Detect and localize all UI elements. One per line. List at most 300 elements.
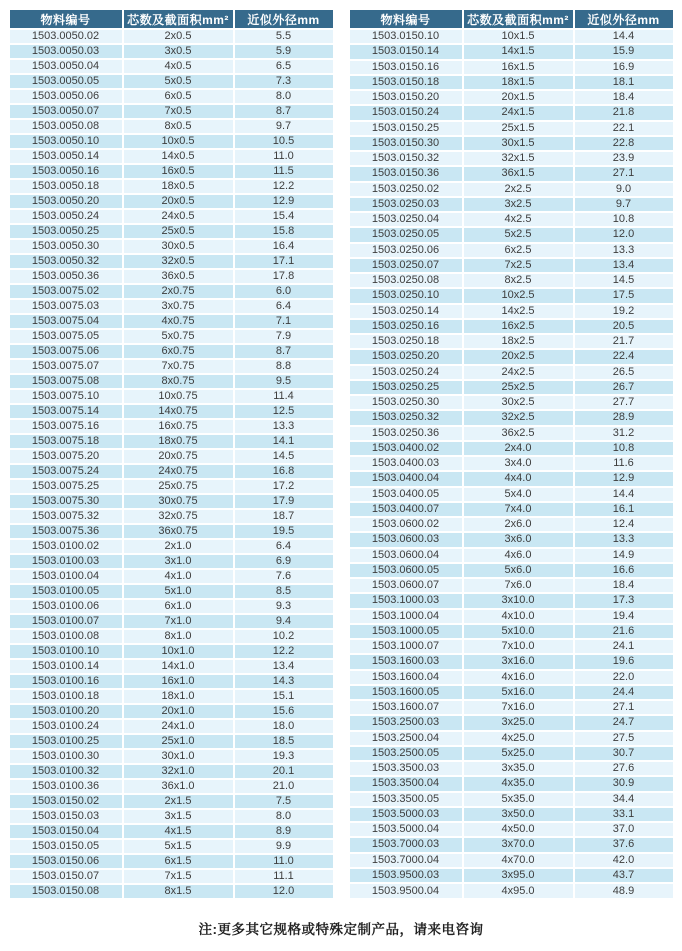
cell-material-code: 1503.3500.04 [350, 777, 462, 790]
cell-outer-diameter: 17.2 [235, 480, 333, 493]
table-row [10, 90, 333, 103]
cell-outer-diameter: 27.1 [575, 701, 673, 714]
cell-material-code: 1503.0050.32 [10, 255, 122, 268]
cell-outer-diameter: 27.7 [575, 396, 673, 409]
cell-core-section: 3x16.0 [464, 655, 573, 668]
table-row [10, 195, 333, 208]
table-row [350, 671, 673, 684]
cell-outer-diameter: 34.4 [575, 793, 673, 806]
cell-outer-diameter: 18.4 [575, 91, 673, 104]
table-row [350, 793, 673, 806]
cell-material-code: 1503.0150.20 [350, 91, 462, 104]
cell-core-section: 36x1.5 [464, 167, 573, 180]
cell-material-code: 1503.3500.05 [350, 793, 462, 806]
table-row [350, 610, 673, 623]
cell-outer-diameter: 5.9 [235, 45, 333, 58]
cell-material-code: 1503.1600.04 [350, 671, 462, 684]
cell-core-section: 36x1.0 [124, 780, 233, 793]
cell-core-section: 7x16.0 [464, 701, 573, 714]
table-row [350, 366, 673, 379]
cell-material-code: 1503.0100.32 [10, 765, 122, 778]
cell-outer-diameter: 14.3 [235, 675, 333, 688]
cell-core-section: 5x1.5 [124, 840, 233, 853]
cell-outer-diameter: 19.6 [575, 655, 673, 668]
table-row [10, 60, 333, 73]
cell-outer-diameter: 13.3 [235, 420, 333, 433]
cell-core-section: 25x0.75 [124, 480, 233, 493]
cell-material-code: 1503.0050.16 [10, 165, 122, 178]
cell-core-section: 4x10.0 [464, 610, 573, 623]
cell-outer-diameter: 14.5 [235, 450, 333, 463]
cell-material-code: 1503.0250.32 [350, 411, 462, 424]
table-row [350, 777, 673, 790]
cell-core-section: 25x1.0 [124, 735, 233, 748]
cell-core-section: 18x0.75 [124, 435, 233, 448]
cell-core-section: 30x0.5 [124, 240, 233, 253]
cell-core-section: 10x1.0 [124, 645, 233, 658]
cell-outer-diameter: 9.3 [235, 600, 333, 613]
table-row [350, 503, 673, 516]
cell-material-code: 1503.0150.06 [10, 855, 122, 868]
cell-core-section: 36x0.5 [124, 270, 233, 283]
table-row [350, 686, 673, 699]
cell-material-code: 1503.1600.07 [350, 701, 462, 714]
cell-material-code: 1503.0600.02 [350, 518, 462, 531]
cell-core-section: 4x1.0 [124, 570, 233, 583]
cell-material-code: 1503.0100.07 [10, 615, 122, 628]
cell-material-code: 1503.0100.02 [10, 540, 122, 553]
cell-outer-diameter: 7.6 [235, 570, 333, 583]
table-row [350, 442, 673, 455]
cell-outer-diameter: 18.0 [235, 720, 333, 733]
cell-material-code: 1503.0250.07 [350, 259, 462, 272]
column-header-outer-diameter: 近似外径mm [235, 10, 333, 28]
cell-outer-diameter: 13.3 [575, 244, 673, 257]
cell-material-code: 1503.1600.05 [350, 686, 462, 699]
cell-material-code: 1503.0075.25 [10, 480, 122, 493]
cell-outer-diameter: 22.1 [575, 122, 673, 135]
cell-core-section: 7x4.0 [464, 503, 573, 516]
table-row [10, 375, 333, 388]
cell-material-code: 1503.2500.05 [350, 747, 462, 760]
cell-core-section: 3x4.0 [464, 457, 573, 470]
cell-material-code: 1503.0250.20 [350, 350, 462, 363]
cell-material-code: 1503.0250.24 [350, 366, 462, 379]
cell-material-code: 1503.0100.30 [10, 750, 122, 763]
table-row [350, 30, 673, 43]
table-row [350, 716, 673, 729]
cell-material-code: 1503.1000.03 [350, 594, 462, 607]
cell-outer-diameter: 8.0 [235, 90, 333, 103]
table-row [10, 720, 333, 733]
cell-material-code: 1503.0050.07 [10, 105, 122, 118]
cell-outer-diameter: 9.0 [575, 183, 673, 196]
table-row [350, 457, 673, 470]
table-row [10, 810, 333, 823]
cell-core-section: 16x1.0 [124, 675, 233, 688]
cell-core-section: 4x0.5 [124, 60, 233, 73]
cell-core-section: 32x0.75 [124, 510, 233, 523]
cell-core-section: 3x10.0 [464, 594, 573, 607]
cell-outer-diameter: 12.2 [235, 645, 333, 658]
cell-outer-diameter: 11.0 [235, 855, 333, 868]
cell-core-section: 10x2.5 [464, 289, 573, 302]
cell-material-code: 1503.0150.04 [10, 825, 122, 838]
cell-material-code: 1503.0050.08 [10, 120, 122, 133]
table-row [350, 350, 673, 363]
table-row [350, 701, 673, 714]
cell-outer-diameter: 18.1 [575, 76, 673, 89]
cell-core-section: 7x10.0 [464, 640, 573, 653]
table-row [350, 549, 673, 562]
table-row [10, 300, 333, 313]
cell-material-code: 1503.0050.14 [10, 150, 122, 163]
footer-note: 注:更多其它规格或特殊定制产品，请来电咨询 [198, 922, 484, 937]
table-row [350, 762, 673, 775]
cell-core-section: 25x1.5 [464, 122, 573, 135]
cell-core-section: 2x2.5 [464, 183, 573, 196]
cell-core-section: 14x2.5 [464, 305, 573, 318]
cell-core-section: 6x2.5 [464, 244, 573, 257]
table-row [350, 106, 673, 119]
column-header-outer-diameter: 近似外径mm [575, 10, 673, 28]
table-row [350, 45, 673, 58]
cell-material-code: 1503.0400.02 [350, 442, 462, 455]
table-row [350, 320, 673, 333]
cell-outer-diameter: 6.4 [235, 300, 333, 313]
cell-core-section: 24x0.75 [124, 465, 233, 478]
cell-outer-diameter: 33.1 [575, 808, 673, 821]
table-row [350, 381, 673, 394]
cell-outer-diameter: 14.4 [575, 488, 673, 501]
cell-outer-diameter: 6.4 [235, 540, 333, 553]
cell-core-section: 18x1.0 [124, 690, 233, 703]
cell-material-code: 1503.0150.03 [10, 810, 122, 823]
cell-core-section: 3x0.5 [124, 45, 233, 58]
cell-outer-diameter: 15.6 [235, 705, 333, 718]
table-row [350, 579, 673, 592]
cell-material-code: 1503.0050.10 [10, 135, 122, 148]
cell-core-section: 6x1.5 [124, 855, 233, 868]
cell-core-section: 5x35.0 [464, 793, 573, 806]
cell-core-section: 4x70.0 [464, 854, 573, 867]
cell-core-section: 4x16.0 [464, 671, 573, 684]
cell-material-code: 1503.0250.05 [350, 228, 462, 241]
cell-core-section: 7x1.0 [124, 615, 233, 628]
cell-outer-diameter: 9.7 [235, 120, 333, 133]
cell-outer-diameter: 10.2 [235, 630, 333, 643]
cell-material-code: 1503.0075.06 [10, 345, 122, 358]
table-row [350, 732, 673, 745]
cell-material-code: 1503.0075.18 [10, 435, 122, 448]
table-row [350, 91, 673, 104]
cell-core-section: 24x0.5 [124, 210, 233, 223]
cell-core-section: 5x2.5 [464, 228, 573, 241]
cell-core-section: 8x1.0 [124, 630, 233, 643]
table-row [10, 675, 333, 688]
cell-outer-diameter: 30.7 [575, 747, 673, 760]
table-row [10, 345, 333, 358]
cell-material-code: 1503.0150.25 [350, 122, 462, 135]
cell-outer-diameter: 19.4 [575, 610, 673, 623]
cell-outer-diameter: 13.4 [575, 259, 673, 272]
cell-material-code: 1503.0075.36 [10, 525, 122, 538]
cell-outer-diameter: 14.1 [235, 435, 333, 448]
cell-outer-diameter: 16.8 [235, 465, 333, 478]
table-row [350, 259, 673, 272]
cell-material-code: 1503.0100.18 [10, 690, 122, 703]
table-row [350, 640, 673, 653]
cell-outer-diameter: 10.8 [575, 442, 673, 455]
cell-outer-diameter: 10.5 [235, 135, 333, 148]
cell-material-code: 1503.0150.32 [350, 152, 462, 165]
cell-core-section: 16x1.5 [464, 61, 573, 74]
spec-table-right [348, 8, 675, 900]
cell-outer-diameter: 8.0 [235, 810, 333, 823]
cell-core-section: 4x95.0 [464, 884, 573, 898]
cell-material-code: 1503.0075.32 [10, 510, 122, 523]
cell-outer-diameter: 7.9 [235, 330, 333, 343]
cell-outer-diameter: 8.7 [235, 345, 333, 358]
cell-outer-diameter: 37.6 [575, 838, 673, 851]
cell-outer-diameter: 37.0 [575, 823, 673, 836]
cell-material-code: 1503.0050.25 [10, 225, 122, 238]
cell-core-section: 5x6.0 [464, 564, 573, 577]
cell-material-code: 1503.0075.14 [10, 405, 122, 418]
cell-outer-diameter: 18.5 [235, 735, 333, 748]
table-row [10, 240, 333, 253]
cell-core-section: 4x50.0 [464, 823, 573, 836]
cell-outer-diameter: 6.0 [235, 285, 333, 298]
cell-outer-diameter: 18.7 [235, 510, 333, 523]
table-row [10, 330, 333, 343]
cell-core-section: 30x1.0 [124, 750, 233, 763]
cell-material-code: 1503.0150.05 [10, 840, 122, 853]
cell-outer-diameter: 15.9 [575, 45, 673, 58]
cell-outer-diameter: 16.1 [575, 503, 673, 516]
cell-material-code: 1503.0250.02 [350, 183, 462, 196]
cell-material-code: 1503.0100.14 [10, 660, 122, 673]
cell-core-section: 14x0.75 [124, 405, 233, 418]
cell-material-code: 1503.0250.06 [350, 244, 462, 257]
table-row [350, 594, 673, 607]
cell-material-code: 1503.0600.07 [350, 579, 462, 592]
column-header-material-code: 物料编号 [350, 10, 462, 28]
cell-material-code: 1503.0250.36 [350, 427, 462, 440]
cell-core-section: 3x1.5 [124, 810, 233, 823]
cell-core-section: 2x1.0 [124, 540, 233, 553]
cell-outer-diameter: 18.4 [575, 579, 673, 592]
table-row [350, 823, 673, 836]
column-header-material-code: 物料编号 [10, 10, 122, 28]
cell-core-section: 4x2.5 [464, 213, 573, 226]
cell-core-section: 10x0.5 [124, 135, 233, 148]
table-row [350, 854, 673, 867]
spec-table-left [8, 8, 335, 900]
cell-material-code: 1503.0050.05 [10, 75, 122, 88]
cell-material-code: 1503.0075.20 [10, 450, 122, 463]
cell-material-code: 1503.1600.03 [350, 655, 462, 668]
cell-material-code: 1503.0075.02 [10, 285, 122, 298]
table-row [10, 570, 333, 583]
table-row [10, 210, 333, 223]
cell-outer-diameter: 17.3 [575, 594, 673, 607]
table-row [10, 645, 333, 658]
table-row [10, 585, 333, 598]
table-row [10, 225, 333, 238]
cell-outer-diameter: 22.4 [575, 350, 673, 363]
cell-outer-diameter: 15.4 [235, 210, 333, 223]
table-row [350, 472, 673, 485]
cell-material-code: 1503.0100.25 [10, 735, 122, 748]
cell-material-code: 1503.0050.02 [10, 30, 122, 43]
cell-core-section: 3x6.0 [464, 533, 573, 546]
cell-core-section: 4x35.0 [464, 777, 573, 790]
cell-material-code: 1503.0100.10 [10, 645, 122, 658]
header-row [10, 10, 333, 28]
cell-outer-diameter: 26.5 [575, 366, 673, 379]
cell-core-section: 5x0.5 [124, 75, 233, 88]
table-row [10, 705, 333, 718]
cell-outer-diameter: 11.4 [235, 390, 333, 403]
cell-outer-diameter: 8.9 [235, 825, 333, 838]
cell-outer-diameter: 8.8 [235, 360, 333, 373]
table-row [350, 137, 673, 150]
table-row [350, 625, 673, 638]
table-row [10, 465, 333, 478]
cell-outer-diameter: 11.6 [575, 457, 673, 470]
cell-core-section: 18x1.5 [464, 76, 573, 89]
table-row [350, 289, 673, 302]
cell-material-code: 1503.0150.08 [10, 885, 122, 898]
table-row [10, 525, 333, 538]
cell-material-code: 1503.0600.04 [350, 549, 462, 562]
cell-core-section: 4x6.0 [464, 549, 573, 562]
cell-core-section: 8x0.75 [124, 375, 233, 388]
cell-core-section: 7x6.0 [464, 579, 573, 592]
cell-core-section: 2x4.0 [464, 442, 573, 455]
table-row [350, 198, 673, 211]
cell-outer-diameter: 20.1 [235, 765, 333, 778]
cell-outer-diameter: 21.7 [575, 335, 673, 348]
cell-core-section: 30x0.75 [124, 495, 233, 508]
cell-outer-diameter: 22.8 [575, 137, 673, 150]
table-row [350, 305, 673, 318]
cell-core-section: 4x0.75 [124, 315, 233, 328]
cell-material-code: 1503.0050.06 [10, 90, 122, 103]
cell-material-code: 1503.1000.07 [350, 640, 462, 653]
cell-core-section: 7x0.75 [124, 360, 233, 373]
cell-core-section: 24x1.5 [464, 106, 573, 119]
cell-material-code: 1503.0150.24 [350, 106, 462, 119]
table-row [10, 495, 333, 508]
cell-core-section: 6x0.75 [124, 345, 233, 358]
cell-outer-diameter: 16.9 [575, 61, 673, 74]
table-row [350, 747, 673, 760]
cell-outer-diameter: 27.6 [575, 762, 673, 775]
cell-core-section: 2x6.0 [464, 518, 573, 531]
cell-material-code: 1503.9500.04 [350, 884, 462, 898]
tables-container [0, 8, 682, 900]
cell-material-code: 1503.0100.04 [10, 570, 122, 583]
cell-core-section: 24x1.0 [124, 720, 233, 733]
cell-material-code: 1503.0250.25 [350, 381, 462, 394]
cell-material-code: 1503.1000.04 [350, 610, 462, 623]
table-row [10, 825, 333, 838]
table-row [10, 120, 333, 133]
cell-material-code: 1503.2500.04 [350, 732, 462, 745]
cell-material-code: 1503.0050.30 [10, 240, 122, 253]
cell-core-section: 32x1.0 [124, 765, 233, 778]
cell-core-section: 7x2.5 [464, 259, 573, 272]
cell-material-code: 1503.0150.07 [10, 870, 122, 883]
table-row [350, 884, 673, 898]
table-row [10, 30, 333, 43]
header-row [350, 10, 673, 28]
cell-material-code: 1503.0075.04 [10, 315, 122, 328]
cell-outer-diameter: 30.9 [575, 777, 673, 790]
cell-core-section: 3x35.0 [464, 762, 573, 775]
table-row [10, 765, 333, 778]
cell-core-section: 3x50.0 [464, 808, 573, 821]
column-header-core-section: 芯数及截面积mm² [464, 10, 573, 28]
cell-material-code: 1503.0050.24 [10, 210, 122, 223]
cell-core-section: 5x0.75 [124, 330, 233, 343]
cell-material-code: 1503.0150.16 [350, 61, 462, 74]
table-row [350, 869, 673, 882]
cell-outer-diameter: 48.9 [575, 884, 673, 898]
table-row [10, 255, 333, 268]
cell-material-code: 1503.0100.05 [10, 585, 122, 598]
cell-material-code: 1503.0400.05 [350, 488, 462, 501]
cell-material-code: 1503.0150.18 [350, 76, 462, 89]
cell-outer-diameter: 26.7 [575, 381, 673, 394]
cell-material-code: 1503.0100.20 [10, 705, 122, 718]
table-row [10, 390, 333, 403]
cell-material-code: 1503.0100.36 [10, 780, 122, 793]
cell-outer-diameter: 11.1 [235, 870, 333, 883]
cell-core-section: 36x2.5 [464, 427, 573, 440]
cell-outer-diameter: 21.8 [575, 106, 673, 119]
cell-core-section: 4x25.0 [464, 732, 573, 745]
table-row [10, 780, 333, 793]
table-row [10, 165, 333, 178]
cell-outer-diameter: 15.8 [235, 225, 333, 238]
cell-material-code: 1503.0250.16 [350, 320, 462, 333]
cell-outer-diameter: 20.5 [575, 320, 673, 333]
cell-material-code: 1503.0100.08 [10, 630, 122, 643]
table-row [350, 228, 673, 241]
cell-outer-diameter: 19.2 [575, 305, 673, 318]
cell-outer-diameter: 17.5 [575, 289, 673, 302]
cell-material-code: 1503.0400.04 [350, 472, 462, 485]
cell-core-section: 32x2.5 [464, 411, 573, 424]
cell-core-section: 7x0.5 [124, 105, 233, 118]
table-row [350, 518, 673, 531]
cell-outer-diameter: 43.7 [575, 869, 673, 882]
cell-core-section: 3x0.75 [124, 300, 233, 313]
table-row [350, 167, 673, 180]
cell-core-section: 8x0.5 [124, 120, 233, 133]
cell-core-section: 5x4.0 [464, 488, 573, 501]
cell-material-code: 1503.0100.16 [10, 675, 122, 688]
cell-material-code: 1503.0250.08 [350, 274, 462, 287]
table-row [10, 435, 333, 448]
cell-outer-diameter: 6.9 [235, 555, 333, 568]
cell-outer-diameter: 21.6 [575, 625, 673, 638]
column-header-core-section: 芯数及截面积mm² [124, 10, 233, 28]
cell-material-code: 1503.0100.06 [10, 600, 122, 613]
